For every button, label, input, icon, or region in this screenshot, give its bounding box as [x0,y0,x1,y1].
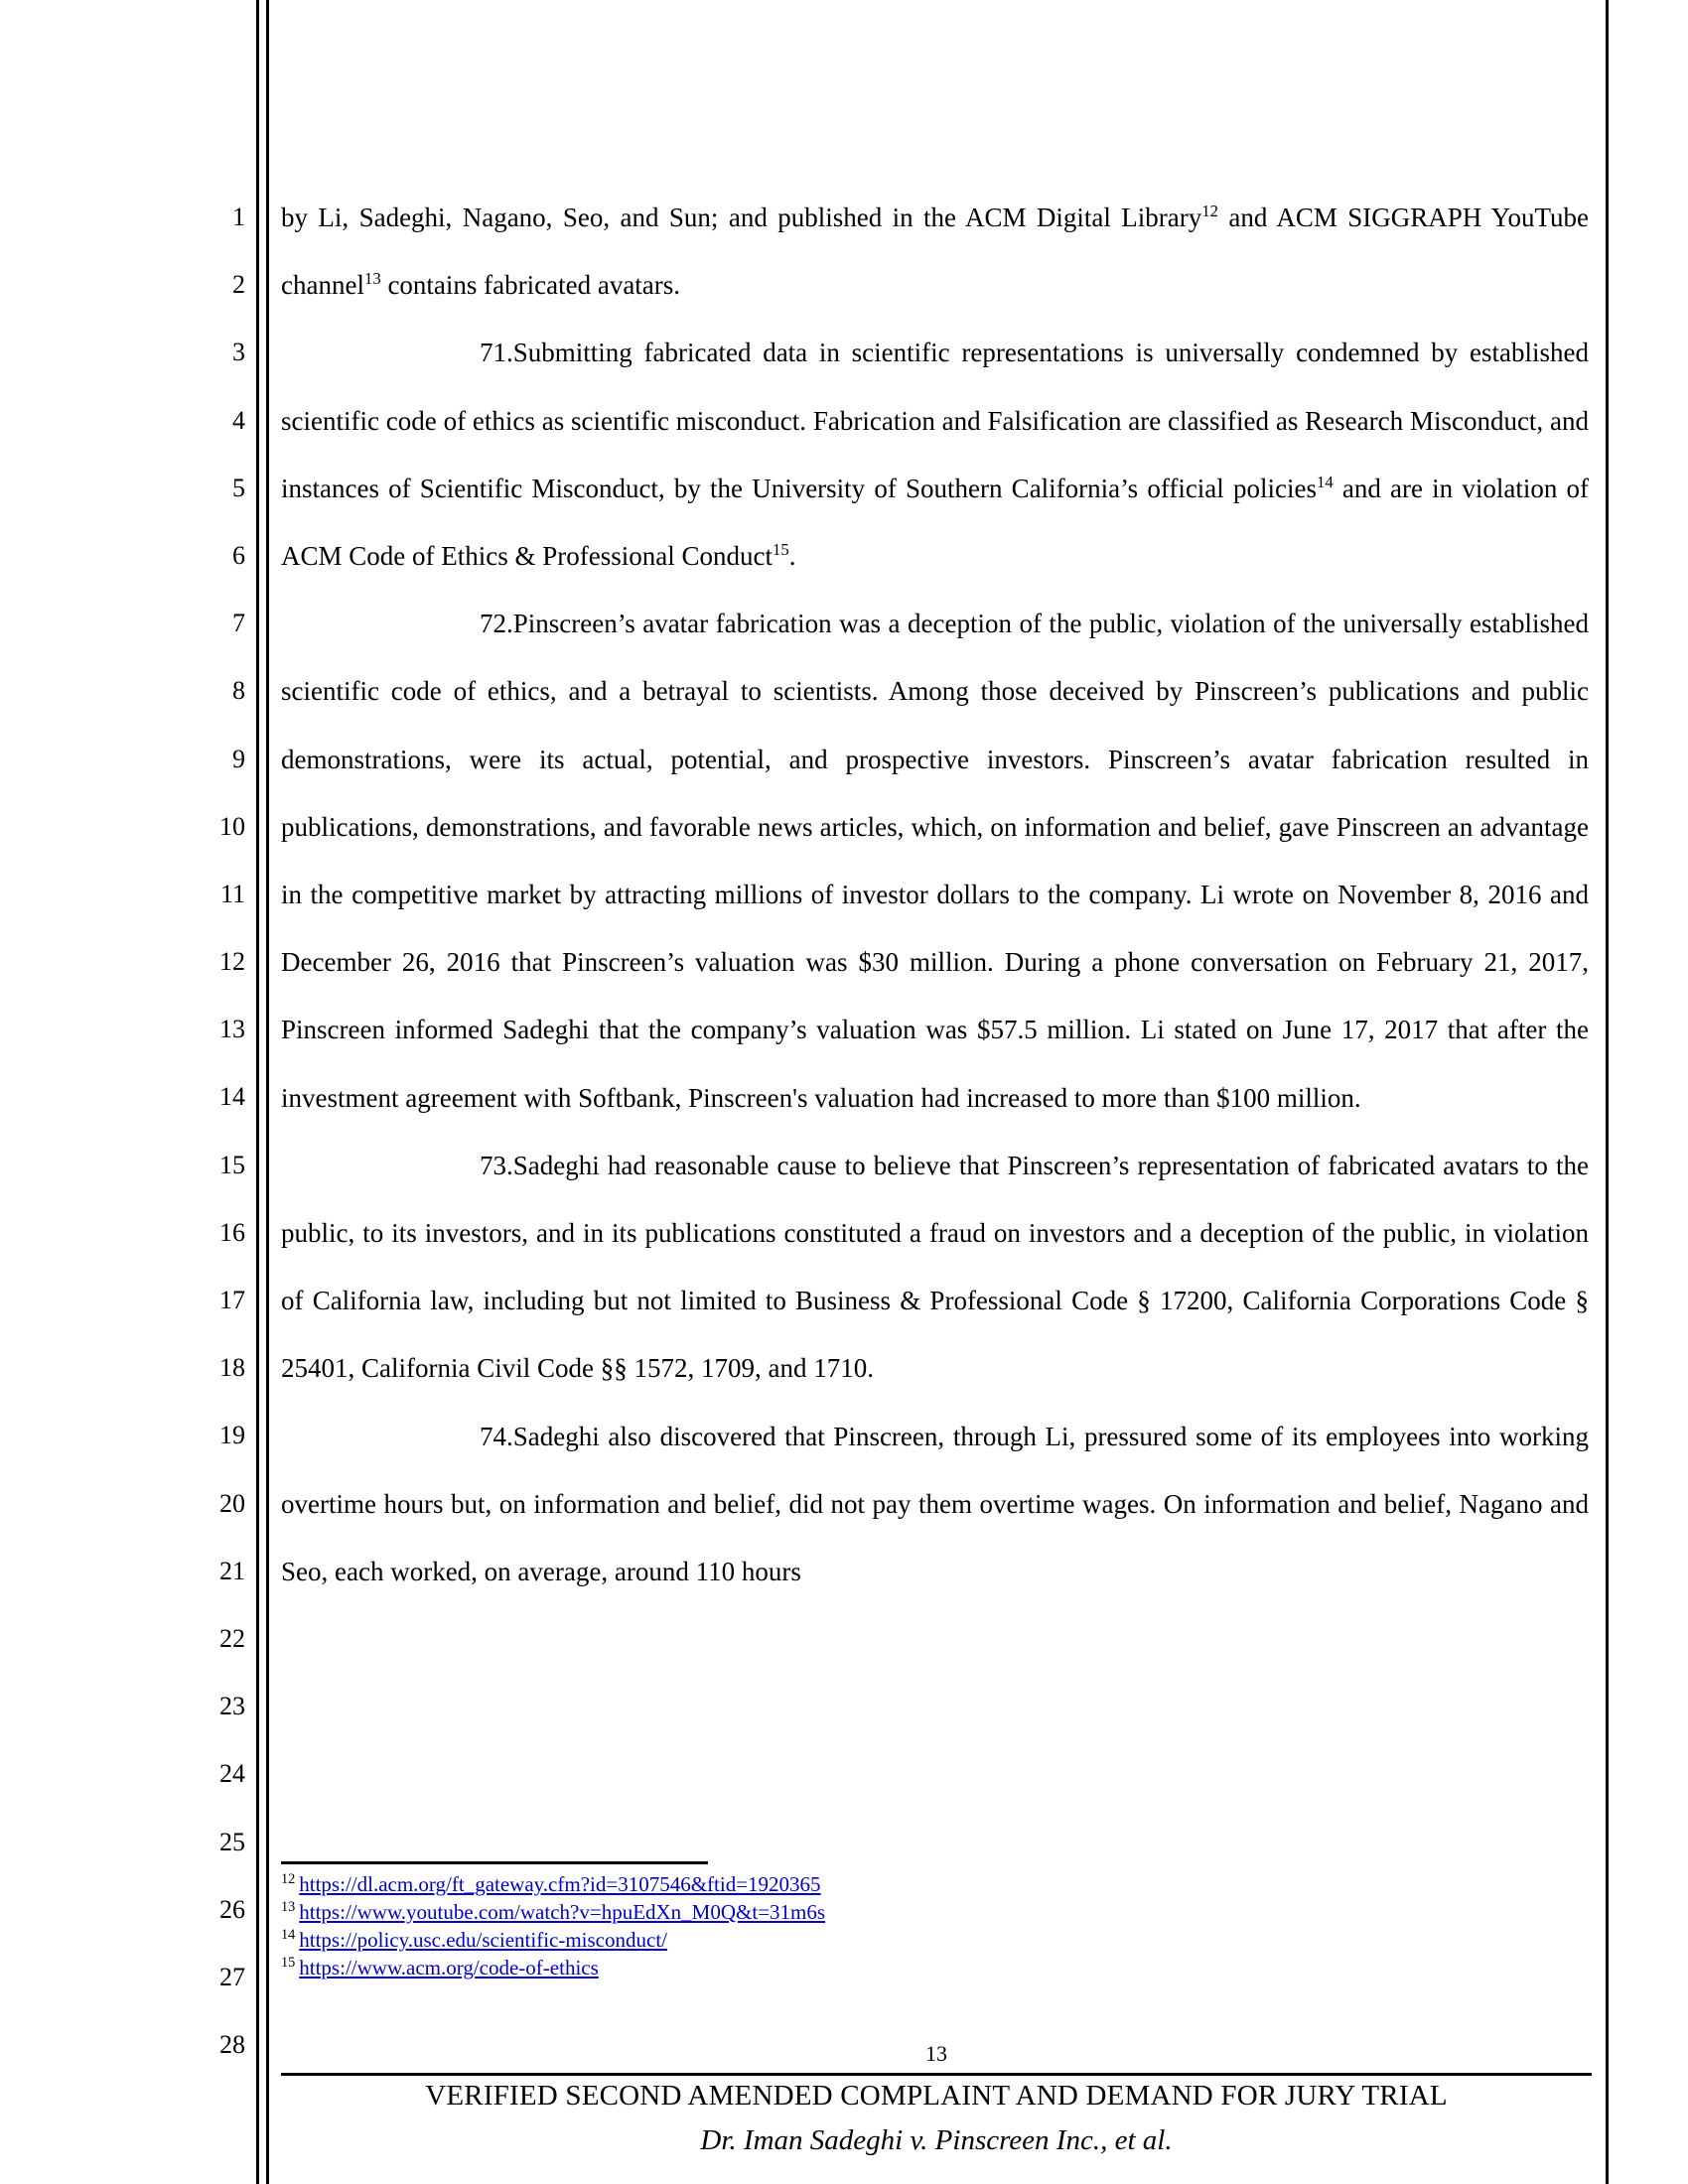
paragraph-71 [281,319,1589,590]
paragraph-71-text-a: Submitting fabricated data in scientific representations is universally condemned by established scientific code of ethics as scientific misconduct. Fabrication and Falsification are classified as Research Misconduct, and instances of Scientific Misconduct, by the University of Southern California’s official policies [281,338,1589,503]
line-number: 14 [219,1082,245,1112]
page-number: 13 [925,2041,947,2066]
footnote-separator-rule [281,1861,708,1864]
footnote-15 [281,1954,1589,1981]
line-number: 24 [219,1759,245,1789]
line-number: 7 [232,609,245,638]
para-continued-text: by Li, Sadeghi, Nagano, Seo, and Sun; and published in the ACM Digital Library [281,203,1202,232]
line-number: 12 [219,947,245,977]
line-number: 21 [219,1556,245,1585]
paragraph-73-text: Sadeghi had reasonable cause to believe that Pinscreen’s representation of fabricated avatars to the public, to its investors, and in its publications constituted a fraud on investors and a deception of the public, in violation of California law, including but not limited to Business & Professional Code § 17200, California Corporations Code § 25401, California Civil Code §§ 1572, 1709, and 1710. [281,1150,1589,1384]
footnote-block [281,1861,1589,1981]
paragraph-71-text-c: . [788,541,796,572]
line-number: 1 [232,203,245,231]
footnote-12 [281,1870,1589,1898]
footer-case-caption: Dr. Iman Sadeghi v. Pinscreen Inc., et al. [700,2124,1173,2156]
line-number: 15 [219,1150,245,1179]
line-number: 2 [232,270,245,300]
paragraph-74 [281,1403,1589,1606]
paragraph-number-71: 71. [480,338,513,368]
footnote-marker-15[interactable]: 15 [772,540,789,560]
line-number: 10 [219,811,245,841]
footnote-15-link[interactable]: https://www.acm.org/code-of-ethics [299,1956,599,1979]
line-number: 4 [232,405,245,435]
line-number: 27 [219,1962,245,1991]
line-number: 5 [232,473,245,502]
line-number: 28 [219,2030,245,2060]
line-number: 8 [232,676,245,706]
footnote-14-link[interactable]: https://policy.usc.edu/scientific-misconduct/ [299,1928,667,1952]
footnote-12-marker: 12 [281,1871,296,1887]
footnote-13 [281,1898,1589,1926]
line-number: 13 [219,1015,245,1044]
footnote-marker-13[interactable]: 13 [363,269,381,289]
line-number: 16 [219,1217,245,1247]
line-number-gutter [194,184,245,2079]
footnote-marker-14[interactable]: 14 [1316,472,1334,491]
para-continued-text-2: and ACM SIGGRAPH YouTube channel [281,203,1590,301]
footnote-13-link[interactable]: https://www.youtube.com/watch?v=hpuEdXn_M0Q&t=31m6s [299,1900,826,1924]
footnote-14 [281,1926,1589,1954]
right-margin-rule [1606,0,1609,2184]
footnote-12-link[interactable]: https://dl.acm.org/ft_gateway.cfm?id=3107546&ftid=1920365 [299,1872,821,1896]
line-number: 11 [219,879,245,908]
left-margin-rule-inner [266,0,269,2184]
footnote-14-marker: 14 [281,1927,296,1943]
footnote-marker-12[interactable]: 12 [1201,202,1218,220]
left-margin-rule-outer [256,0,259,2184]
line-number: 25 [219,1827,245,1856]
paragraph-72-text: Pinscreen’s avatar fabrication was a deception of the public, violation of the universally established scientific code of ethics, and a betrayal to scientists. Among those deceived by Pinscreen’s publications and public demonstrations, were its actual, potential, and prospective investors. Pinscreen’s avatar fabrication resulted in publications, demonstrations, and favorable news articles, which, on information and belief, gave Pinscreen an advantage in the competitive market by attracting millions of investor dollars to the company. Li wrote on November 8, 2016 and December 26, 2016 that Pinscreen’s valuation was $30 million. During a phone conversation on February 21, 2017, Pinscreen informed Sadeghi that the company’s valuation was $57.5 million. Li stated on June 17, 2017 that after the investment agreement with Softbank, Pinscreen's valuation had increased to more than $100 million. [281,609,1589,1113]
line-number: 3 [232,338,245,367]
paragraph-71-text-b: and are in violation of ACM Code of Ethics & Professional Conduct [281,473,1589,572]
paragraph-73 [281,1132,1589,1403]
line-number: 19 [219,1421,245,1450]
line-number: 18 [219,1353,245,1383]
paragraph-continued [281,184,1589,319]
para-continued-text-3: contains fabricated avatars. [380,270,681,301]
line-number: 22 [219,1623,245,1653]
paragraph-number-74: 74. [480,1421,513,1451]
footer-title: VERIFIED SECOND AMENDED COMPLAINT AND DEMAND FOR JURY TRIAL [425,2080,1448,2112]
line-number: 17 [219,1286,245,1314]
line-number: 20 [219,1488,245,1518]
line-number: 23 [219,1692,245,1721]
paragraph-number-72: 72. [480,609,513,639]
document-body [281,184,1589,1605]
line-number: 9 [232,744,245,773]
footer-separator-rule [281,2073,1592,2076]
footnote-15-marker: 15 [281,1955,296,1971]
paragraph-number-73: 73. [480,1150,513,1180]
footnote-13-marker: 13 [281,1899,296,1915]
line-number: 26 [219,1894,245,1924]
line-number: 6 [232,540,245,570]
paragraph-72 [281,590,1589,1132]
paragraph-74-text: Sadeghi also discovered that Pinscreen, through Li, pressured some of its employees into working overtime hours but, on information and belief, did not pay them overtime wages. On information and belief, Nagano and Seo, each worked, on average, around 110 hours [281,1421,1589,1587]
